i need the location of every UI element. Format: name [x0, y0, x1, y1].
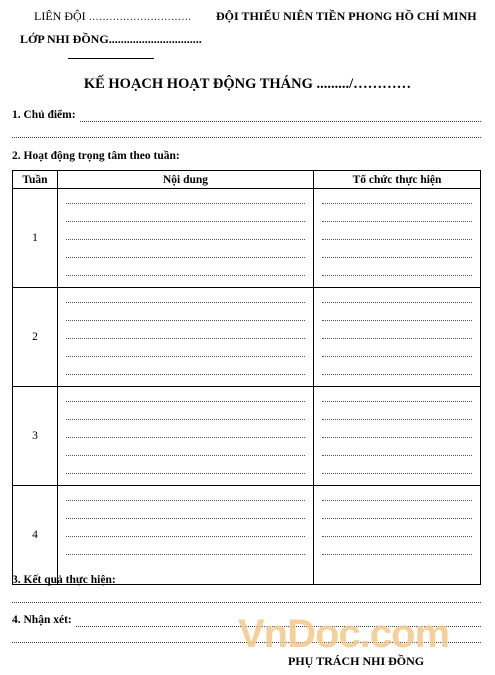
section-4-label: 4. Nhận xét: — [12, 614, 72, 626]
section-1-line-2 — [12, 137, 481, 139]
organize-cell — [314, 189, 481, 288]
section-3-line — [12, 602, 481, 604]
signer-title: PHỤ TRÁCH NHI ĐỒNG — [288, 654, 425, 668]
organization-name: ĐỘI THIẾU NIÊN TIỀN PHONG HỒ CHÍ MINH — [216, 9, 477, 23]
activity-table — [12, 170, 481, 585]
organize-cell — [314, 486, 481, 585]
week-number: 4 — [13, 486, 58, 585]
content-cell — [58, 288, 314, 387]
lien-doi-label: LIÊN ĐỘI — [34, 9, 86, 23]
section-1-line-1 — [80, 121, 481, 123]
lien-doi-field — [34, 9, 192, 24]
organize-cell — [314, 387, 481, 486]
class-field — [20, 32, 202, 47]
section-2-label: 2. Hoạt động trọng tâm theo tuần: — [12, 150, 180, 162]
table-row — [13, 189, 481, 288]
content-cell — [58, 189, 314, 288]
week-number: 3 — [13, 387, 58, 486]
header-week: Tuần — [13, 171, 58, 189]
table-row — [13, 387, 481, 486]
week-number: 2 — [13, 288, 58, 387]
table-row — [13, 288, 481, 387]
week-number: 1 — [13, 189, 58, 288]
section-1-label: 1. Chủ điểm: — [12, 109, 76, 121]
table-row — [13, 486, 481, 585]
header-organize: Tổ chức thực hiện — [314, 171, 481, 189]
header-underline — [68, 58, 154, 59]
vndoc-watermark-logo: VnDoc.com — [238, 612, 450, 656]
lien-doi-dots: ………………………… — [88, 12, 192, 23]
table-header-row — [13, 171, 481, 189]
page-title: KẾ HOẠCH HOẠT ĐỘNG THÁNG ........./………… — [83, 76, 412, 92]
class-label: LỚP NHI ĐỒNG — [20, 32, 109, 46]
section-3-label: 3. Kết quả thực hiện: — [12, 574, 116, 586]
organize-cell — [314, 288, 481, 387]
header-content: Nội dung — [58, 171, 314, 189]
class-dots: ............................... — [108, 32, 202, 46]
content-cell — [58, 486, 314, 585]
content-cell — [58, 387, 314, 486]
